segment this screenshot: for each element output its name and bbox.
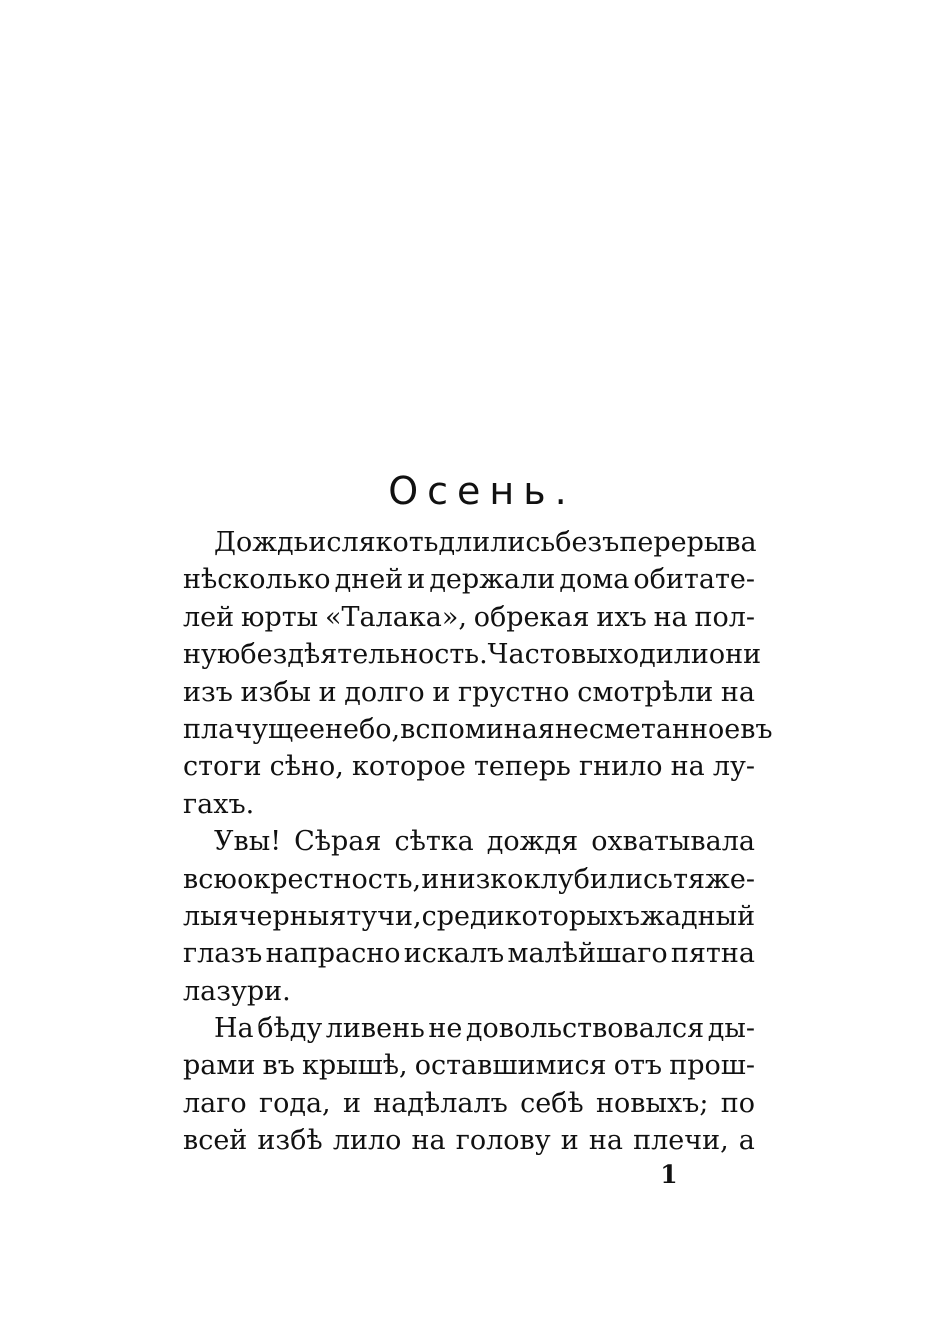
chapter-title: Осень. <box>388 469 576 514</box>
word: юрты <box>240 601 319 633</box>
word: малѣйшаго <box>507 938 668 970</box>
word: оставшимися <box>414 1050 607 1082</box>
word: года, <box>258 1087 331 1119</box>
word: лаго <box>183 1087 247 1119</box>
word: и <box>318 676 337 708</box>
text-line <box>183 786 755 823</box>
word: дней <box>334 564 404 596</box>
word: Часто <box>487 639 571 671</box>
word: на <box>588 1125 623 1157</box>
word: по <box>720 1087 755 1119</box>
word: лило <box>332 1125 402 1157</box>
word: не <box>428 1013 463 1045</box>
word: пятна <box>670 938 755 970</box>
word: въ <box>740 713 773 745</box>
text-line <box>183 561 755 598</box>
word: теперь <box>473 751 571 783</box>
text-line <box>183 599 755 636</box>
word: и <box>342 1087 361 1119</box>
text-line <box>183 636 762 673</box>
text-line <box>183 1047 755 1084</box>
word: глазъ <box>183 938 263 970</box>
word: дождя <box>486 826 579 858</box>
word: плечи, <box>633 1125 729 1157</box>
word: слякоть <box>326 527 439 558</box>
word: плачущее <box>183 713 326 745</box>
word: довольствовался <box>465 1013 705 1045</box>
word: бѣду <box>257 1013 323 1045</box>
word: и <box>407 564 426 596</box>
word: избы <box>240 676 311 708</box>
word: сметанное <box>588 713 741 745</box>
text-line <box>183 861 755 898</box>
word: и <box>421 863 440 895</box>
text-line <box>183 674 755 711</box>
word: лей <box>183 601 235 633</box>
body-text <box>183 524 773 1160</box>
word: не <box>554 713 589 745</box>
word: рами <box>183 1050 256 1082</box>
word: На <box>214 1013 254 1045</box>
word: и <box>308 527 327 558</box>
word: ихъ <box>596 601 647 633</box>
word: жадный <box>640 900 756 932</box>
word: лу- <box>712 751 755 783</box>
word: Сѣрая <box>294 826 382 858</box>
word: крышѣ, <box>302 1050 408 1082</box>
text-line <box>183 935 755 972</box>
text-line <box>183 1122 755 1159</box>
word: охватывала <box>591 826 755 858</box>
word: лазури. <box>183 975 291 1007</box>
text-line <box>183 1010 755 1047</box>
word: клубились <box>523 863 673 895</box>
word: и <box>432 676 451 708</box>
text-line <box>183 711 773 748</box>
text-line <box>183 748 755 785</box>
word: Увы! <box>214 826 282 858</box>
word: они <box>708 639 762 671</box>
word: гнило <box>578 751 663 783</box>
word: перерыва <box>619 527 757 558</box>
word: выходили <box>570 639 709 671</box>
word: черныя <box>238 900 347 932</box>
word: искалъ <box>403 938 505 970</box>
word: надѣлалъ <box>373 1087 508 1119</box>
text-line <box>183 898 755 935</box>
text-line <box>183 524 755 561</box>
word: вспоминая <box>400 713 555 745</box>
word: длились <box>438 527 556 558</box>
word: избѣ <box>257 1125 323 1157</box>
word: среди <box>421 900 505 932</box>
word: на <box>411 1125 446 1157</box>
word: небо, <box>325 713 401 745</box>
text-line <box>183 1085 755 1122</box>
word: тучи, <box>346 900 422 932</box>
word: которое <box>351 751 466 783</box>
word: ную <box>183 639 241 671</box>
word: окрестность, <box>237 863 422 895</box>
word: сѣно, <box>269 751 344 783</box>
word: низко <box>439 863 524 895</box>
word: лыя <box>183 900 239 932</box>
word: бездѣятельность. <box>240 639 488 671</box>
word: грустно <box>457 676 570 708</box>
word: всей <box>183 1125 248 1157</box>
word: сѣтка <box>394 826 474 858</box>
word: Дождь <box>214 527 309 558</box>
word: пол- <box>694 601 755 633</box>
word: и <box>560 1125 579 1157</box>
word: изъ <box>183 676 233 708</box>
word: обитате- <box>633 564 755 596</box>
word: ды- <box>707 1013 755 1045</box>
word: ливень <box>325 1013 425 1045</box>
word: себѣ <box>520 1087 584 1119</box>
word: держали <box>429 564 556 596</box>
word: «Талака», <box>324 601 467 633</box>
word: гахъ. <box>183 788 255 820</box>
word: дома <box>559 564 630 596</box>
word: голову <box>455 1125 551 1157</box>
word: новыхъ; <box>596 1087 709 1119</box>
word: тяже- <box>673 863 755 895</box>
word: смотрѣли <box>577 676 714 708</box>
word: которыхъ <box>504 900 641 932</box>
word: а <box>738 1125 755 1157</box>
text-line <box>183 823 755 860</box>
text-line <box>183 973 755 1010</box>
word: безъ <box>555 527 620 558</box>
page-number: 1 <box>660 1160 678 1189</box>
word: на <box>720 676 755 708</box>
word: прош- <box>669 1050 755 1082</box>
word: долго <box>344 676 425 708</box>
word: на <box>653 601 688 633</box>
word: въ <box>262 1050 295 1082</box>
word: обрекая <box>473 601 590 633</box>
word: нѣсколько <box>183 564 331 596</box>
word: стоги <box>183 751 262 783</box>
word: напрасно <box>265 938 401 970</box>
word: всю <box>183 863 237 895</box>
word: на <box>670 751 705 783</box>
word: отъ <box>613 1050 663 1082</box>
